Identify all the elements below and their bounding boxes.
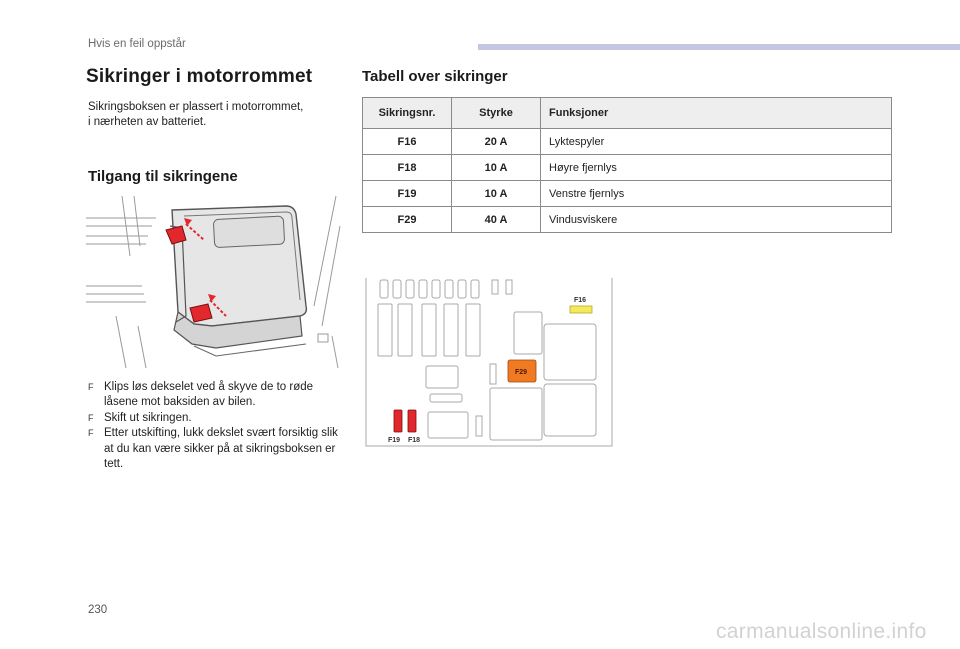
step-item: [88, 411, 338, 426]
header-bar: [478, 44, 960, 50]
step-bullet: F: [88, 428, 94, 439]
table-header-row: [363, 98, 892, 129]
cell-rating: 10 A: [452, 181, 541, 207]
intro-text: Sikringsboksen er plassert i motorrommet, i nærheten av batteriet.: [88, 101, 304, 128]
section-header: Hvis en feil oppstår: [88, 38, 186, 50]
fuse-table: [362, 97, 892, 233]
table-row: [363, 207, 892, 233]
table-row: [363, 181, 892, 207]
label-f16: F16: [574, 297, 587, 304]
cell-fuse-number: F16: [363, 129, 452, 155]
step-item: [88, 426, 338, 472]
step-bullet: F: [88, 382, 94, 392]
cell-fuse-number: F19: [363, 181, 452, 207]
cell-function: Venstre fjernlys: [541, 181, 892, 207]
cell-fuse-number: F29: [363, 207, 452, 233]
table-row: [363, 129, 892, 155]
label-f29: F29: [515, 369, 528, 376]
page-number: 230: [88, 604, 108, 616]
cell-function: Høyre fjernlys: [541, 155, 892, 181]
label-f19: F19: [388, 437, 401, 444]
step-item: [88, 380, 338, 411]
fusebox-cover-illustration: [86, 196, 342, 368]
col-header-functions: Funksjoner: [541, 98, 892, 129]
table-title: Tabell over sikringer: [362, 68, 508, 85]
fusebox-diagram: [360, 276, 616, 448]
access-subtitle: Tilgang til sikringene: [88, 168, 238, 185]
cell-function: Vindusviskere: [541, 207, 892, 233]
fuse-f16: [570, 306, 592, 313]
cell-rating: 20 A: [452, 129, 541, 155]
col-header-rating: Styrke: [452, 98, 541, 129]
watermark: carmanualsonline.info: [716, 620, 927, 643]
page-title: Sikringer i motorrommet: [86, 66, 313, 87]
fuse-f18: [408, 410, 416, 432]
steps-list: [88, 380, 338, 472]
label-f18: F18: [408, 437, 421, 444]
cell-fuse-number: F18: [363, 155, 452, 181]
step-text: Skift ut sikringen.: [104, 411, 192, 424]
fuse-f19: [394, 410, 402, 432]
cell-rating: 40 A: [452, 207, 541, 233]
table-row: [363, 155, 892, 181]
step-text: Etter utskifting, lukk dekslet svært forsiktig slik at du kan være sikker på at sikringsboksen er tett.: [104, 427, 338, 471]
cell-function: Lyktespyler: [541, 129, 892, 155]
step-text: Klips løs dekselet ved å skyve de to røde låsene mot baksiden av bilen.: [104, 381, 314, 409]
cell-rating: 10 A: [452, 155, 541, 181]
step-bullet: F: [88, 412, 94, 423]
col-header-fuse-number: Sikringsnr.: [363, 98, 452, 129]
